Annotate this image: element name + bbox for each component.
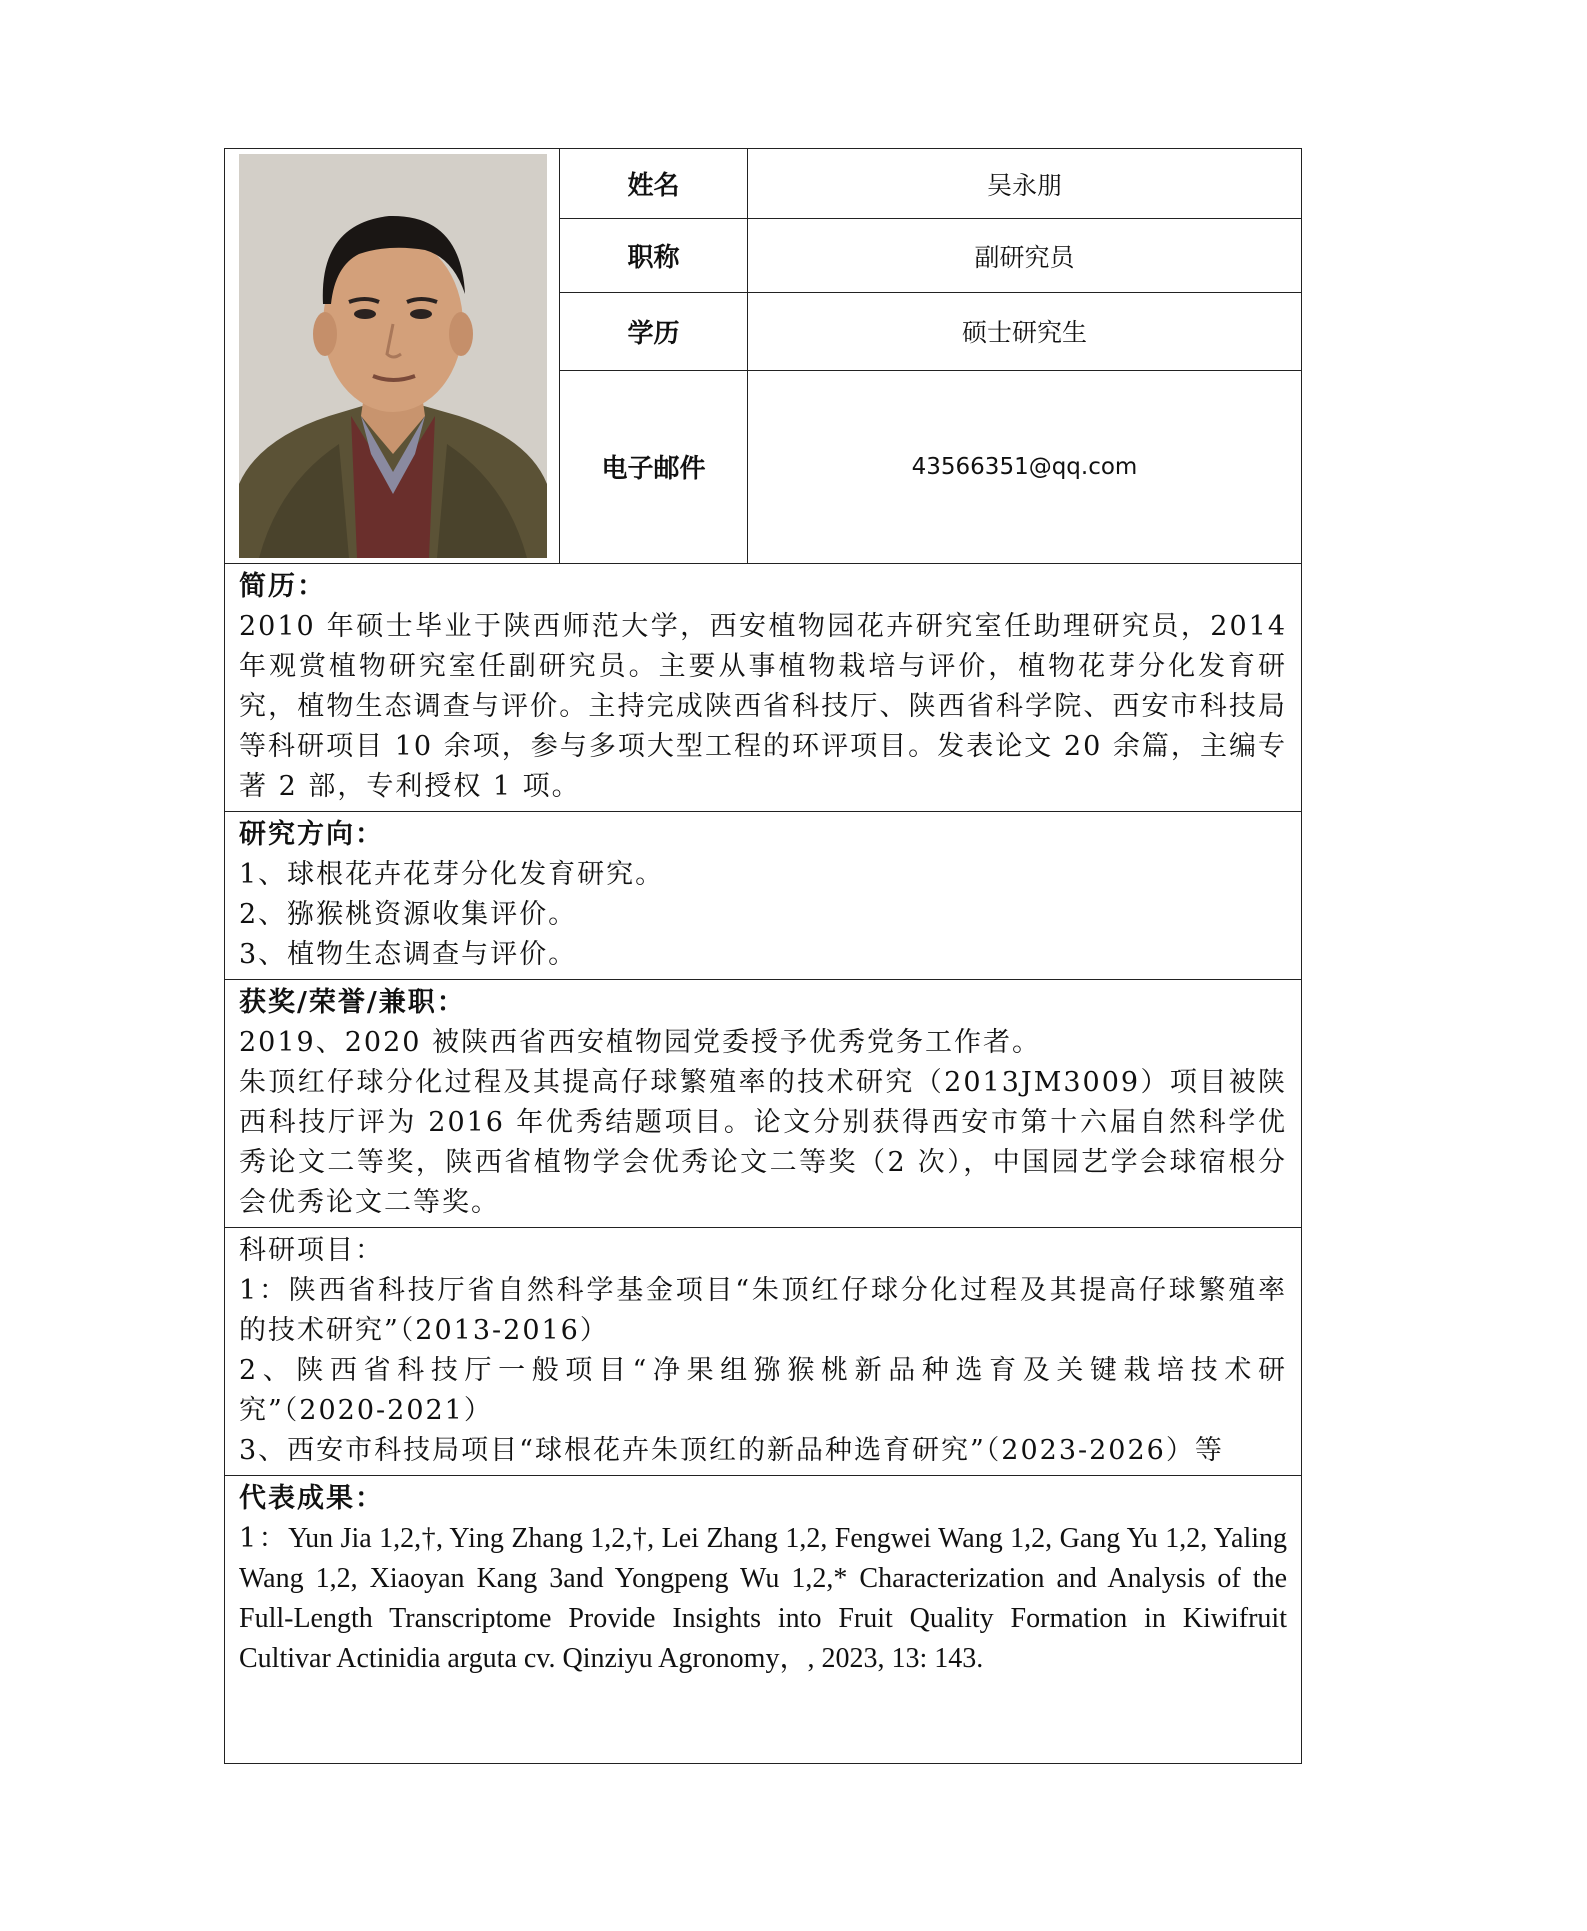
projects-item: 2、陕西省科技厅一般项目“净果组猕猴桃新品种选育及关键栽培技术研究”（2020-2021） xyxy=(239,1355,1287,1426)
email-label: 电子邮件 xyxy=(560,370,748,564)
portrait-photo xyxy=(239,154,547,558)
research-section xyxy=(224,812,1302,980)
resume-section xyxy=(224,564,1302,812)
awards-title: 获奖/荣誉/兼职： xyxy=(239,987,466,1018)
research-item: 1、球根花卉花芽分化发育研究。 xyxy=(239,859,665,890)
achievements-section xyxy=(224,1476,1302,1764)
achievements-title: 代表成果： xyxy=(239,1483,384,1514)
education-label: 学历 xyxy=(560,293,748,370)
research-title: 研究方向： xyxy=(239,819,384,850)
research-item: 2、猕猴桃资源收集评价。 xyxy=(239,899,578,930)
resume-title: 简历： xyxy=(239,571,326,602)
name-label: 姓名 xyxy=(560,149,748,219)
name-value: 吴永朋 xyxy=(748,149,1302,219)
resume-text: 2010 年硕士毕业于陕西师范大学，西安植物园花卉研究室任助理研究员，2014 年观赏植物研究室任副研究员。主要从事植物栽培与评价，植物花芽分化发育研究，植物生态调查与评价。主持完成陕西省科技厅、陕西省科学院、西安市科技局等科研项目 10 余项，参与多项大型工程的环评项目。发表论文 20 余篇，主编专著 2 部，专利授权 1 项。 xyxy=(239,611,1287,802)
achievement-item xyxy=(239,1519,1287,1679)
awards-item: 2019、2020 被陕西省西安植物园党委授予优秀党务工作者。 xyxy=(239,1027,1042,1058)
projects-section xyxy=(224,1228,1302,1476)
projects-item: 3、西安市科技局项目“球根花卉朱顶红的新品种选育研究”（2023-2026）等 xyxy=(239,1435,1224,1466)
achievement-prefix: 1： xyxy=(239,1523,289,1554)
email-value[interactable]: 43566351@qq.com xyxy=(748,370,1302,564)
awards-section xyxy=(224,980,1302,1228)
projects-item: 1：陕西省科技厅省自然科学基金项目“朱顶红仔球分化过程及其提高仔球繁殖率的技术研究”（2013-2016） xyxy=(239,1275,1287,1346)
title-value: 副研究员 xyxy=(748,219,1302,293)
research-item: 3、植物生态调查与评价。 xyxy=(239,939,578,970)
title-label: 职称 xyxy=(560,219,748,293)
profile-sheet xyxy=(224,148,1302,1764)
awards-item: 朱顶红仔球分化过程及其提高仔球繁殖率的技术研究（2013JM3009）项目被陕西科技厅评为 2016 年优秀结题项目。论文分别获得西安市第十六届自然科学优秀论文二等奖，陕西省植物学会优秀论文二等奖（2 次），中国园艺学会球宿根分会优秀论文二等奖。 xyxy=(239,1067,1287,1218)
achievement-text: Yun Jia 1,2,†, Ying Zhang 1,2,†, Lei Zhang 1,2, Fengwei Wang 1,2, Gang Yu 1,2, Yaling Wang 1,2, Xiaoyan Kang 3and Yongpeng Wu 1,2,* Characterization and Analysis of the Full-Length Transcriptome Provide Insights into Fruit Quality Formation in Kiwifruit Cultivar Actinidia arguta cv. Qinziyu Agronomy，, 2023, 13: 143. xyxy=(239,1523,1287,1674)
projects-title: 科研项目： xyxy=(239,1235,384,1266)
profile-table xyxy=(224,148,1302,564)
education-value: 硕士研究生 xyxy=(748,293,1302,370)
photo-cell xyxy=(225,149,560,564)
